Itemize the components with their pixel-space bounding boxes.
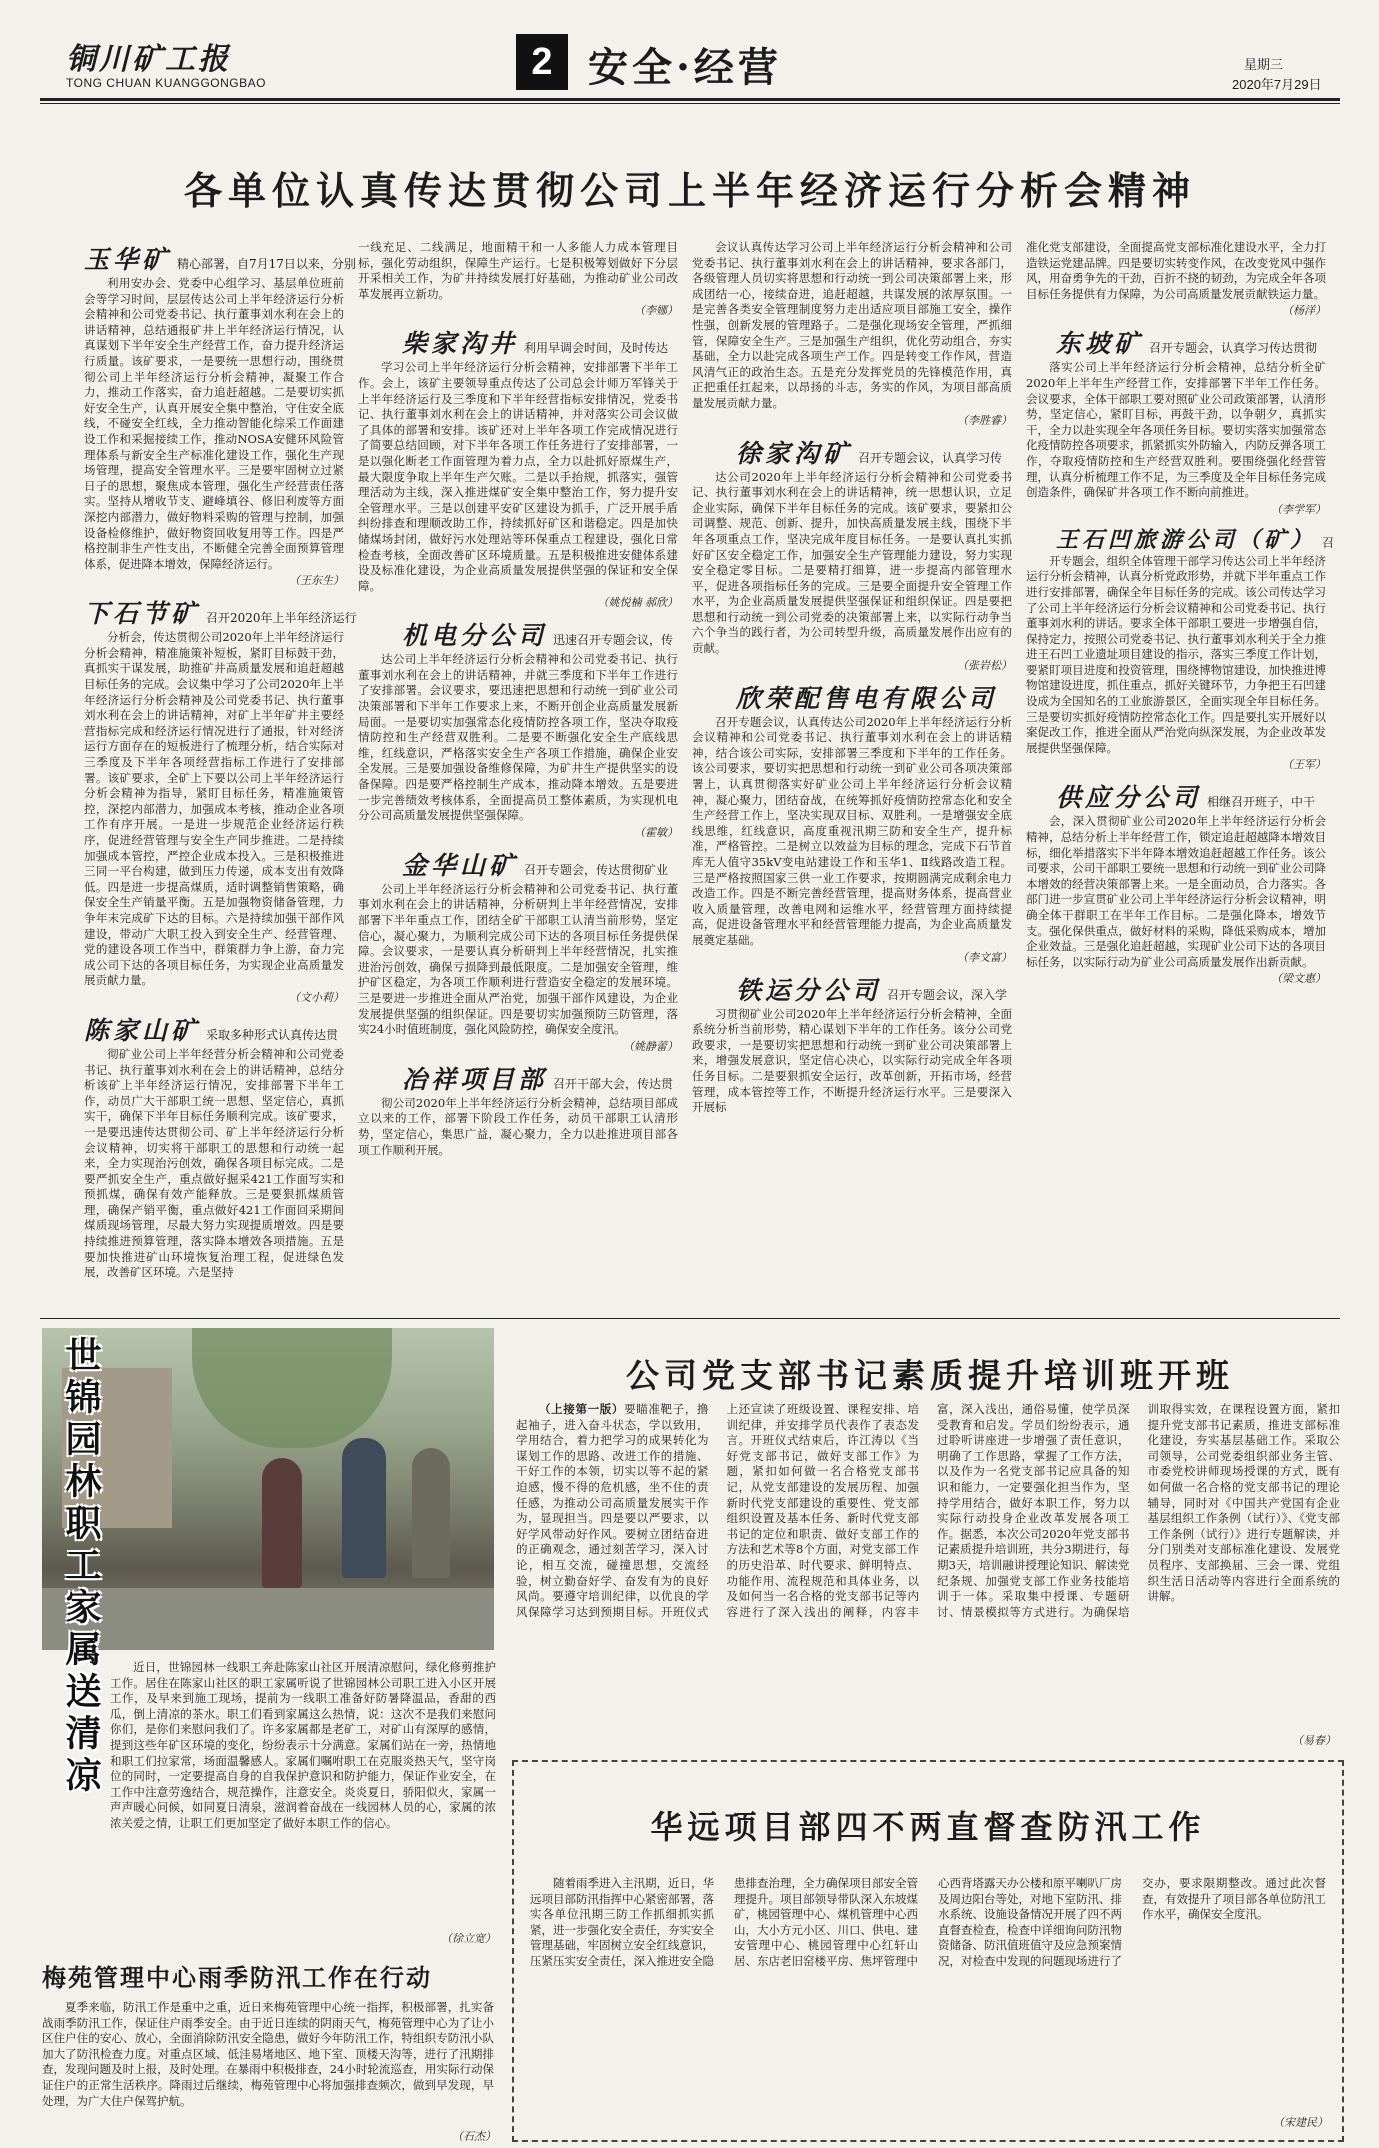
unit-text: 学习公司上半年经济运行分析会精神，安排部署下半年工作。会上，该矿主要领导重点传达了公司总会计师万军锋关于上半年经济运行及三季度和下半年经营指标安排情况，党委书记、执行董事刘水利在会上的讲话精神，并对落实公司会议做了具体的部署和安排。该矿还对上半年各项工作完成情况进行了简要总结回顾，对下半年各项工作任务进行了安排部署，一是以强化断老工作面管理为着力点，全力以赴抓好原煤生产，最大限度争取上半年生产欠账。二是以手抬规，抓落实，强管理活动为主线，深入推进煤矿安全集中整治工作，努力提升安全管理水平。三是以创建平安矿区建设为抓手，广泛开展手盾纠纷排查和理顺改助工作，持续抓好矿区和谐稳定。四是加快储煤场封闭，做好污水处理站等环保重点工程建设，强化日常检查考核，全面改善矿区环境质量。五是积极推进安健体系建设及标准化建设，为企业高质量发展提供坚强的保证和安全保障。 [358,360,678,593]
photo-ground [42,1588,494,1650]
unit-heading: 陈家山矿 采取多种形式认真传达贯 [84,1015,339,1045]
byline: （李胜睿） [957,413,1012,427]
byline: （梁文惠） [1271,972,1326,986]
huayuan-article-byline: （宋建民） [1273,2116,1328,2129]
unit-heading: 东坡矿 召开专题会，认真学习传达贯彻 [1056,329,1318,359]
unit-text: 彻矿业公司上半年经营分析会精神和公司党委书记、执行董事刘水利在会上的讲话精神，总结分析该矿上半年经济运行情况，安排部署下半年工作，动员广大干部职工统一思想、坚定信心，真抓实干，确保下半年目标任务顺利完成。该矿要求，一是要迅速传达贯彻公司、矿上半年经济运行分析会议精神，切实将干部职工的思想和行动统一起来，全力实现治污创效，确保各项目标完成。二是要严抓安全生产，重点做好掘采421工作面写实和预抓煤，确保有效产能释放。三是要狠抓煤质管理，确保产销平衡，重点做好421工作面回采期间煤质现场管理，尽最大努力实现提质增效。四是要持续推进预算管理，落实降本增效各项措施。五是要加快推进矿山环境恢复治理工程，促进绿色发展，改善矿区环境。六是坚持 [84,1046,344,1280]
unit-text: 公司上半年经济运行分析会精神和公司党委书记、执行董事刘水利在会上的讲话精神，分析研判上半年经营情况，安排部署下半年重点工作，团结全矿干部职工认清当前形势，坚定信心，凝心聚力，为顺利完成公司下达的各项目标任务提供保障。会议要求，一是要认真分析研判上半年经营情况，扎实推进治污创效，确保亏损降到最低限度。二是加强安全管理，维护矿区稳定，为各项工作顺利进行营造安全稳定的发展环境。三是要进一步推进全面从严治党，加强干部作风建设，为企业发展提供坚强的组织保证。四是要切实加强预防三防管理，落实24小时值班制度，强化风险防控，确保安全度汛。 [358,881,678,1037]
photo-story-text: 近日，世锦园林一线职工奔赴陈家山社区开展清凉慰问，绿化修剪推护工作。居住在陈家山社区的职工家属听说了世锦园林公司职工进入小区开展工作，及早来到施工现场，提前为一线职工准备好防暑降温品，香甜的西瓜，倒上清凉的茶水。职工们看到家属这么热情，说：这次不是我们来慰问你们，是你们来慰问我们了。许多家属都是老矿工，对矿山有深厚的感情，提到这些年矿区环境的变化，纷纷表示十分满意。家属们站在一旁，热情地和职工们拉家常，场面温馨感人。家属们嘱咐职工在克服炎热天气，坚守岗位的同时，一定要提高自身的自我保护意识和防护能力，保证作业安全，在工作中注意劳逸结合，规范操作，注意安全。炎炎夏日，骄阳似火，家属一声声暖心问候，如同夏日清泉，滋润着奋战在一线园林人员的心，家属的浓浓关爱之情，让职工们更加坚定了做好本职工作的信心。 [110,1660,496,1830]
lead-headline: 各单位认真传达贯彻公司上半年经济运行分析会精神 [183,168,1196,213]
page-number: 2 [516,34,568,90]
unit-text: 会议认真传达学习公司上半年经济运行分析会精神和公司党委书记、执行董事刘水利在会上的讲话精神，要求各部门，各级管理人员切实将思想和行动统一到公司决策部署上来，形成团结一心，接续奋进，追赶超越，共谋发展的浓厚氛围。一是完善各类安全管理制度努力走出适应项目部施工安全，操作性强，创新发展的管理路子。二是强化现场安全管理，严抓细管，保障安全生产。三是加强生产组织，优化劳动组合，夯实基础，全力以赴完成各项生产工作。四是转变工作作风，营造风清气正的政治生态。五是充分发挥党员的先锋模范作用，真正把重任扛起来，以昂扬的斗志，务实的作风，为项目部高质量发展贡献力量。 [692,240,1012,410]
byline: （霍敏） [634,825,678,839]
photo-person [412,1448,450,1578]
unit-text: 开专题会，组织全体管理干部学习传达公司上半年经济运行分析会精神，认真分析党政形势，并就下半年重点工作进行安排部署，确保全年目标任务的完成。该公司传达学习了公司上半年经济运行分析会议精神和公司党委书记、执行董事刘水利的讲话。要求全体干部职工要进一步增强自信，保持定力，按照公司党委书记、执行董事刘水利关于全力推进王石凹工业遗址项目建设的指示，落实三季度工作计划，要紧盯项目进度和投资管理，围绕博物馆建设，加快推进博物馆建设进度，抓住重点，抓好关键环节，力争把王石凹建设成为全国知名的工业旅游景区，全面实现全年目标任务。三是要切实抓好疫情防控常态化工作。四是要扎实开展好以案促改工作，推进全面从严治党向纵深发展，为企业改革发展提供坚强保障。 [1026,553,1326,755]
flood-article-text: 夏季来临，防汛工作是重中之重，近日来梅苑管理中心统一指挥，积极部署，扎实备战雨季防汛工作，保证住户雨季安全。由于近日连续的阴雨天气，梅苑管理中心为了让小区住户住的安心、放心，全面消除防汛安全隐患，做好今年防汛工作，特组织专防汛小队加大了防汛检查力度。对重点区域、低洼易堵地区、地下室、顶楼天沟等，进行了汛期排查，发现问题及时上报，及时处理。在暴雨中积极排查，24小时轮流巡查，用实际行动保证住户的正常生活秩序。降雨过后继续，梅苑管理中心将加强排查频次，做到早发现，早处理，为广大住户保驾护航。 [42,2000,494,2108]
unit-heading: 下石节矿 召开2020年上半年经济运行 [84,599,357,629]
lead-column-2 [358,240,678,1308]
masthead-rule-thin [40,103,1340,104]
party-article-text [516,1402,1340,1730]
unit-text: 达公司上半年经济运行分析会精神和公司党委书记、执行董事刘水利在会上的讲话精神，并就三季度和下半年工作进行了安排部署。会议要求，要迅速把思想和行动统一到矿业公司决策部署和下半年工作要求上来，不断开创企业高质量发展新局面。一是要切实加强常态化疫情防控各项工作，坚决夺取疫情防控和生产经营双胜利。二是要不断强化安全生产底线思维，红线意识，严格落实安全生产各项工作措施，确保企业安全发展。三是要加强设备维修保障，为矿井生产提供坚实的设备保障。四是要严格控制生产成本，推动降本增效。五是要进一步完善绩效考核体系，全面提高员工整体素质，为实现机电分公司高质量发展提供坚强保障。 [358,652,678,823]
unit-text: 会，深入贯彻矿业公司2020年上半年经济运行分析会精神，总结分析上半年经营工作，锁定追赶超越降本增效目标，细化举措落实下半年降本增效追赶超越工作任务。该公司要求，公司干部职工要统一思想和行动统一到矿业公司降本增效的经营决策部署上来。一是全面动员，合力落实。各部门进一步宣贯矿业公司上半年经济运行分析会议精神，明确全体干群职工在半年工作目标。二是强化降本，增效节支。强化保供重点，做好材料的采购，降低采购成本，增加企业效益。三是强化追赶超越，实现矿业公司下达的各项目标任务，以实际行动为矿业公司高质量发展作出新贡献。 [1026,814,1326,969]
lead-column-1 [84,240,357,1308]
byline: （姚悦楠 郝欣） [597,596,678,610]
byline: （杨洋） [1282,304,1326,318]
unit-heading: 供应分公司 相继召开班子，中干 [1056,783,1316,813]
unit-heading: 欣荣配售电有限公司 [736,683,998,713]
newspaper-name-en: TONG CHUAN KUANGGONGBAO [66,76,266,90]
unit-text: 落实公司上半年经济运行分析会精神，总结分析全矿2020年上半年生产经营工作，安排部署下半年工作任务。会议要求，全体干部职工要对照矿业公司政策部署，认清形势，坚定信心，紧盯目标，再鼓干劲，以争朝夕，真抓实干，全力以赴实现全年各项任务目标。要切实落实加强常态化疫情防控各项要求，抓紧抓实外防输入，内防反弹各项工作，夺取疫情防控和生产经营双胜利。要围绕强化经营管理，认真分析梳理工作不足，为三季度及全年目标任务完成创造条件，确保矿井各项工作不断向前推进。 [1026,360,1326,500]
unit-text: 利用安办会、党委中心组学习、基层单位班前会等学习时间，层层传达公司上半年经济运行分析会精神和公司党委书记、执行董事刘水利在会上的讲话精神，总结通报矿井上半年经济运行情况，认真谋划下半年安全生产经营工作，奋力提升经济运行质量。该矿要求，一是要统一思想行动，围绕贯彻公司上半年经济运行分析会精神，凝聚工作合力，推动工作落实，奋力追赶超越。二是要切实抓好安全生产，认真开展安全集中整治，守住安全底线，不碰安全红线，全力推动智能化综采工作面建设工作和采掘接续工作，推动NOSA安健环风险管理体系与新安全生产标准化建设工作，强化生产现场管理，提高安全管理水平。三是要牢固树立过紧日子的思想，聚焦成本管理，强化生产经营责任落实。坚持从增收节支、避峰填谷、修旧利废等方面深挖内部潜力，做好物料采购的管理与控制，加强设备检修维护，做好物资回收复用等工作。四是严格控制非生产性支出，不断健全完善全面预算管理体系，促进降本增效，保障经济运行。 [84,276,344,571]
byline: （王军） [1282,758,1326,772]
photo-person [342,1438,386,1578]
byline: （李文富） [957,950,1012,964]
unit-text: 一线充足、二线满足，地面精干和一人多能人力成本管理目标，强化劳动组织，保障生产运行。七是积极筹划做好下分层开采相关工作，为矿井持续发展打好基础，为推动矿业公司改革发展再立新功。 [358,240,678,301]
issue-date: 2020年7月29日 [1232,77,1322,92]
unit-heading: 柴家沟井 利用早调会时间，及时传达 [402,329,669,359]
unit-text: 召开专题会议，认真传达公司2020年上半年经济运行分析会议精神和公司党委书记、执行董事刘水利在会上的讲话精神，结合该公司实际，安排部署三季度和下半年的工作任务。该公司要求，要切实把思想和行动统一到矿业公司各项决策部署上，认真贯彻落实好矿业公司上半年经济运行分析会议精神，凝心聚力，团结奋战，在统筹抓好疫情防控常态化和安全生产经营工作上，坚决实现双目标、双胜利。一是增强安全底线思维，红线意识，高度重视汛期三防和安全生产，提升标准，严格管控。二是树立以效益为目标的理念，完成下石节首库无人值守35kV变电站建设工作和玉华1、Ⅱ线路改造工程。三是严格按照国家三供一业工作要求，按期圆满完成剩余电力改造工作。四是不断完善经营管理，提高财务体系，提高营业收入质量管理，改善电网和运维水平，经营管理方面持续提高，促进设备管理水平和经营管理能力提高，为企业高质量发展奠定基础。 [692,714,1012,947]
unit-heading: 机电分公司 迅速召开专题会议，传 [402,621,674,651]
photo-person [262,1458,302,1588]
unit-heading: 徐家沟矿 召开专题会议，认真学习传 [736,438,1003,468]
news-photo [42,1328,494,1650]
unit-text: 习贯彻矿业公司2020年上半年经济运行分析会精神，全面系统分析当前形势，精心谋划下半年的工作任务。该分公司党政要求，一是要切实把思想和行动统一到矿业公司决策部署上来，增强发展意识，坚定信心决心，以实际行动完成全年各项任务目标。二是要狠抓安全运行，改革创新，开拓市场，经营管理，成本管控等工作，不断提升经济运行水平。三是要深入开展标 [692,1006,1012,1115]
photo-tree [192,1328,392,1448]
weekday: 星期三 [1244,57,1284,72]
huayuan-article-text: 随着雨季进入主汛期，近日，华远项目部防汛指挥中心紧密部署，落实各单位汛期三防工作抓细抓实抓紧，进一步强化安全责任，夯实安全管理基础，牢固树立安全红线意识，压紧压实安全责任，深入推进安全隐患排查治理，全力确保项目部安全管理提升。项目部领导带队深入东坡煤矿，桃园管理中心、煤机管理中心西山，大小方元小区、川口、供电、建安管理中心、桃园管理中心红轩山居、东店老旧窑楼平房、焦坪管理中心西背塔露天办公楼和原平喇叭厂房及周边阳台等处，对地下室防汛、排水系统、设施设备情况开展了四不两直督查检查，检查中详细询问防汛物资储备、防汛值班值守及应急预案情况，对检查中发现的问题现场进行了交办，要求限期整改。通过此次督查，有效提升了项目部各单位防汛工作水平，确保安全度汛。 [530,1876,1326,1968]
unit-text: 准化党支部建设，全面提高党支部标准化建设水平，全力打造铁运党建品牌。四是要切实转变作风，在改变党风中强作风，用奋勇争先的干劲，百折不挠的韧劲，为完成全年各项目标任务提供有力保障，为公司高质量发展贡献铁运力量。 [1026,240,1326,301]
lead-column-4 [1026,240,1335,1308]
party-article-body: 要瞄准靶子，撸起袖子，进入奋斗状态，学以致用，学用结合，着力把学习的成果转化为谋划工作的思路、改进工作的措施、干好工作的本领，切实以等不起的紧迫感，慢不得的危机感，坐不住的责任感，为推动公司高质量发展实干作为，显现担当。四是要以严要求，以好学风带动好作风。要树立团结奋进的正确观念，通过刻苦学习，深入讨论，相互交流，碰撞思想，交流经验，树立勤奋好学、奋发有为的良好风尚。要遵守培训纪律，以优良的学风保障学习达到预期目标。开班仪式上还宣读了班级设置、课程安排、培训纪律，并安排学员代表作了表态发言。开班仪式结束后，许江涛以《当好党支部书记，做好支部工作》为题，紧扣如何做一名合格党支部书记，从党支部建设的发展历程、加强新时代党支部建设的重要性、党支部组织设置及基本任务、新时代党支部书记的定位和职责、做好支部工作的方法和艺术等8个方面，对党支部工作的历史沿革、时代要求、鲜明特点、功能作用、流程规范和具体业务，以及如何当一名合格的党支部书记等内容进行了深入浅出的阐释，内容丰富，深入浅出，通俗易懂，使学员深受教育和启发。学员们纷纷表示，通过聆听讲座进一步增强了责任意识，明确了工作思路，掌握了工作方法，以及作为一名党支部书记应具备的知识和能力，一定要强化担当作为，坚持学用结合，做好本职工作，努力以实际行动投身企业改革发展各项工作。据悉，本次公司2020年党支部书记素质提升培训班，共分3期进行，每期3天，培训融讲授理论知识、解读党纪条规、加强党支部工作业务技能培训于一体。采取集中授课、专题研讨、情景模拟等方式进行。为确保培训取得实效，在课程设置方面，紧扣提升党支部书记素质，推进支部标准化建设，夯实基层基础工作。采取公司领导，公司党委组织部业务主管、市委党校讲师现场授课的方式，既有如何做一名合格的党支部书记的理论辅导，同时对《中国共产党国有企业基层组织工作条例（试行）》、《党支部工作条例（试行）》进行专题解读，并分门别类对支部标准化建设、发展党员程序、支部换届、三会一课、党组织生活日活动等内容进行全面系统的讲解。 [516,1402,1340,1619]
huayuan-article-title: 华远项目部四不两直督查防汛工作 [650,1808,1206,1846]
unit-text: 彻公司2020年上半年经济运行分析会精神，总结项目部成立以来的工作，部署下阶段工作任务，动员干部职工认清形势，坚定信心，集思广益，凝心聚力，全力以赴推进项目部各项工作顺利开展。 [358,1095,678,1157]
flood-article-title: 梅苑管理中心雨季防汛工作在行动 [42,1963,432,1992]
section-title: 安全·经营 [588,44,782,91]
byline: （张岩松） [957,658,1012,672]
lead-column-3 [692,240,1012,1308]
byline: （李学军） [1271,502,1326,516]
unit-heading: 玉华矿 精心部署，自7月17日以来，分别 [84,245,356,274]
byline: （文小莉） [289,990,344,1004]
party-article-byline: （易春） [1292,1734,1336,1747]
unit-text: 达公司2020年上半年经济运行分析会精神和公司党委书记、执行董事刘水利在会上的讲话精神，统一思想认识，立足企业实际，确保下半年目标任务的完成。该矿要求，要紧扣公司调整、规范、创新、提升，加快高质量发展主线，围绕下半年各项重点工作，坚决完成年度目标任务。一是要认真扎实抓好矿区安全稳定工作，加强安全生产管理能力建设，努力实现安全稳定零目标。二是要精打细算，进一步提高内部管理水平，促进各项指标任务的完成。三是要全面提升安全管理工作水平，为企业高质量发展提供坚强保证和组织保证。四是要把思想和行动统一到公司党委的决策部署上来，以实际行动争当六个争当的践行者，为公司转型升级，高质量发展作出应有的贡献。 [692,469,1012,656]
photo-story-byline: （徐立宽） [441,1932,496,1945]
photo-story-title: 世锦园林职工家属送清凉 [60,1336,102,1798]
newspaper-name: 铜川矿工报 [66,42,231,77]
flood-article-byline: （石杰） [452,2130,496,2143]
party-article-title: 公司党支部书记素质提升培训班开班 [626,1356,1234,1395]
party-article-lead-tag: （上接第一版） [539,1402,625,1416]
masthead-rule [40,98,1340,101]
byline: （姚静蕾） [623,1039,678,1053]
unit-text: 分析会，传达贯彻公司2020年上半年经济运行分析会精神，精准施策补短板，紧盯目标鼓干劲，真抓实干谋发展，助推矿井高质量发展和追赶超越目标任务的完成。会议集中学习了公司2020年上半年经济运行分析会精神及公司党委书记、执行董事刘水利在会上的讲话精神，对矿上半年矿井主要经营指标完成和经济运行情况进行了通报，针对经济运行方面存在的短板进行了梳理分析，结合实际对三季度及下半年各项经营指标工作进行了安排部署。该矿要求，全矿上下要以公司上半年经济运行分析会精神为指导，紧盯目标任务，精准施策管控，深挖内部潜力，加强成本考核，推动企业各项工作有序开展。一是进一步规范企业经济运行秩序，促进经营管理与安全生产同步推进。二是持续加强成本管控，严控企业成本投入。三是积极推进三同一平台构建，做到压力传递，成本支出有效降低。四是进一步提高煤质，适时调整销售策略，确保安全生产销量平衡。五是加强物资储备管理，力争年末完成矿下达的目标。六是持续加强干部作风建设，带动广大职工投入到安全生产、经营管理、党的建设各项工作当中，群策群力争上游，奋力完成公司下达的各项目标任务，为实现企业高质量发展贡献力量。 [84,630,344,988]
unit-heading: 金华山矿 召开专题会，传达贯彻矿业 [402,850,669,880]
masthead [0,0,1379,112]
unit-heading: 铁运分公司 召开专题会议，深入学 [736,975,1008,1005]
section-divider [40,1318,1340,1319]
byline: （王东生） [289,574,344,588]
unit-heading: 王石凹旅游公司（矿） 召 [1056,526,1335,553]
unit-heading: 冶祥项目部 召开干部大会，传达贯 [402,1064,674,1094]
byline: （李娜） [634,304,678,318]
